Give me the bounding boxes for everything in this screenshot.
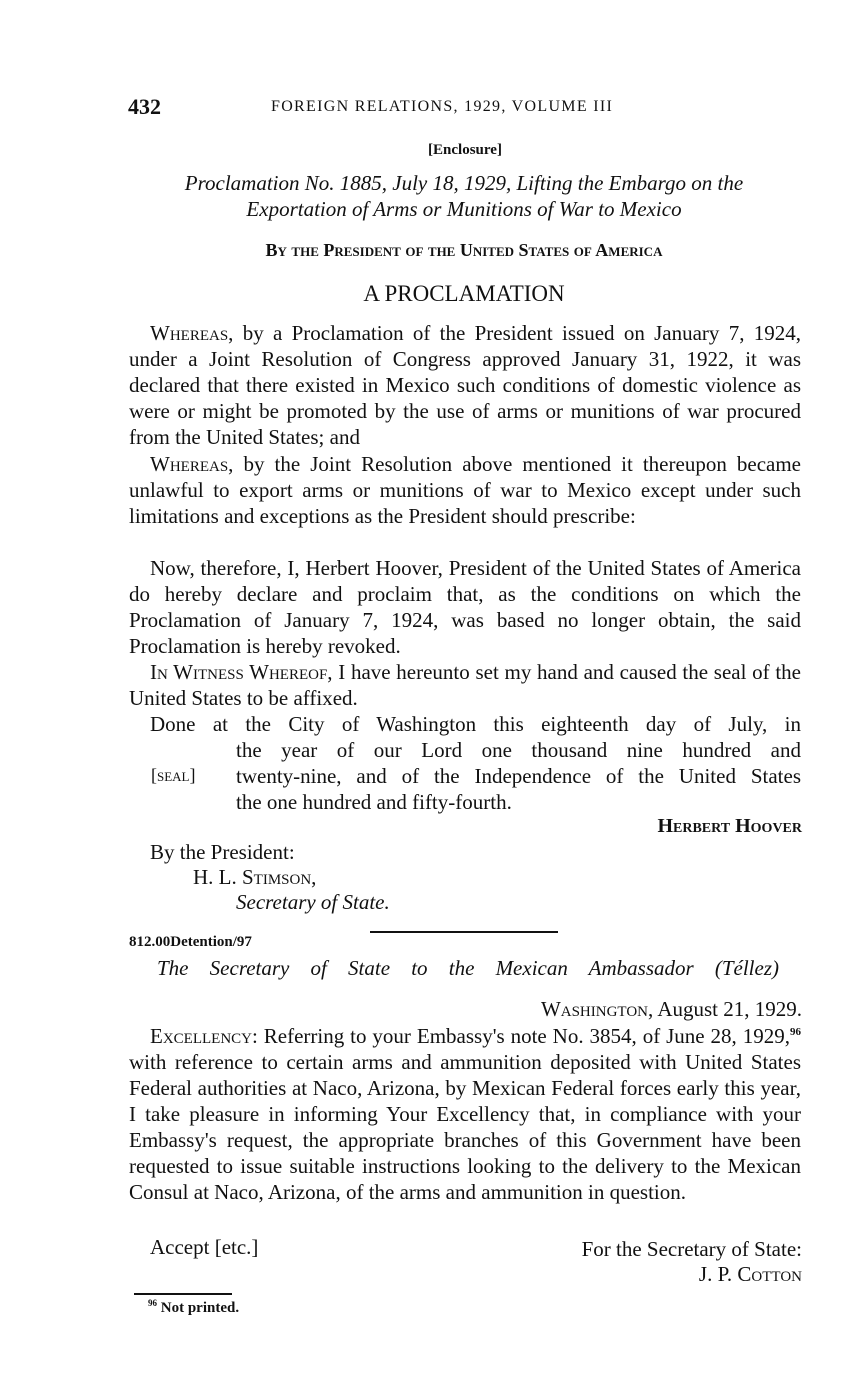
dateline-date: , August 21, 1929.	[647, 997, 802, 1021]
letter-title: The Secretary of State to the Mexican Ambassador (Téllez)	[157, 956, 779, 980]
proclamation-heading: A PROCLAMATION	[363, 281, 565, 306]
paragraph-text: , by the Joint Resolution above mentioned it thereupon became unlawful to export arms or munitions of war to Mexico except under such limitations and exceptions as the President should prescribe:	[129, 452, 801, 528]
page-number: 432	[128, 94, 161, 119]
proclamation-title-line-2: Exportation of Arms or Munitions of War to Mexico	[246, 197, 682, 221]
dateline-place: Washington	[540, 997, 648, 1021]
done-at-line-1: Done at the City of Washington this eighteenth day of July, in	[150, 712, 801, 736]
footnote-text: Not printed.	[160, 1300, 240, 1316]
paragraph-text: , by a Proclamation of the President issued on January 7, 1924, under a Joint Resolution of Congress approved January 31, 1922, it was declared that there existed in Mexico such conditions of domestic violence as were or might be promoted by the use of arms or munitions of war procured from the United States; and	[129, 321, 801, 449]
done-at-line-2: the year of our Lord one thousand nine hundred and	[236, 738, 801, 762]
letter-closing: Accept [etc.]	[150, 1235, 259, 1259]
countersigner-name: H. L. Stimson,	[193, 865, 317, 889]
by-the-president: By the President:	[150, 840, 295, 864]
salutation: Excellency	[150, 1024, 252, 1048]
paragraph-in-witness	[129, 659, 801, 711]
paragraph-whereas-1	[129, 320, 801, 450]
letter-body-text-a: : Referring to your Embassy's note No. 3854, of June 28, 1929,	[252, 1024, 790, 1048]
paragraph-whereas-2	[129, 451, 801, 529]
seal-mark: [seal]	[151, 765, 196, 785]
file-number: 812.00Detention/97	[129, 934, 252, 950]
whereas-lead: Whereas	[150, 321, 229, 345]
footnote	[148, 1298, 239, 1317]
paragraph-now-therefore	[129, 555, 801, 659]
section-divider	[370, 931, 558, 933]
proclamation-title-line-1: Proclamation No. 1885, July 18, 1929, Lifting the Embargo on the	[184, 171, 744, 195]
paragraph-text: , I have hereunto set my hand and caused the seal of the United States to be affixed.	[129, 660, 801, 710]
whereas-lead: Whereas	[150, 452, 229, 476]
footnote-mark: 96	[148, 1298, 157, 1308]
in-witness-lead: In Witness Whereof	[150, 660, 328, 684]
running-title: FOREIGN RELATIONS, 1929, VOLUME III	[271, 98, 614, 115]
dateline	[541, 996, 802, 1022]
footnote-rule	[134, 1293, 232, 1295]
paragraph-text: Now, therefore, I, Herbert Hoover, President of the United States of America do hereby declare and proclaim that, as the conditions on which the Proclamation of January 7, 1924, was based no longer obtain, the said Proclamation is hereby revoked.	[129, 556, 801, 658]
letter-body	[129, 1023, 801, 1205]
countersigner-title: Secretary of State.	[236, 890, 390, 914]
signer-cotton: J. P. Cotton	[698, 1262, 802, 1286]
letter-body-text-b: with reference to certain arms and ammunition deposited with United States Federal authorities at Naco, Arizona, by Mexican Federal forces early this year, I take pleasure in informing Your Excellency that, in compliance with your Embassy's request, the appropriate branches of this Government have been requested to issue suitable instructions looking to the delivery to the Mexican Consul at Naco, Arizona, of the arms and ammunition in question.	[129, 1050, 801, 1204]
by-the-president-line: By the President of the United States of America	[265, 240, 663, 260]
signature-hoover: Herbert Hoover	[657, 815, 802, 837]
enclosure-label: [Enclosure]	[428, 142, 502, 158]
done-at-line-4: the one hundred and fifty-fourth.	[236, 790, 512, 814]
for-the-secretary: For the Secretary of State:	[581, 1237, 802, 1261]
footnote-reference: 96	[790, 1026, 801, 1038]
done-at-line-3: twenty-nine, and of the Independence of the United States	[236, 764, 801, 788]
